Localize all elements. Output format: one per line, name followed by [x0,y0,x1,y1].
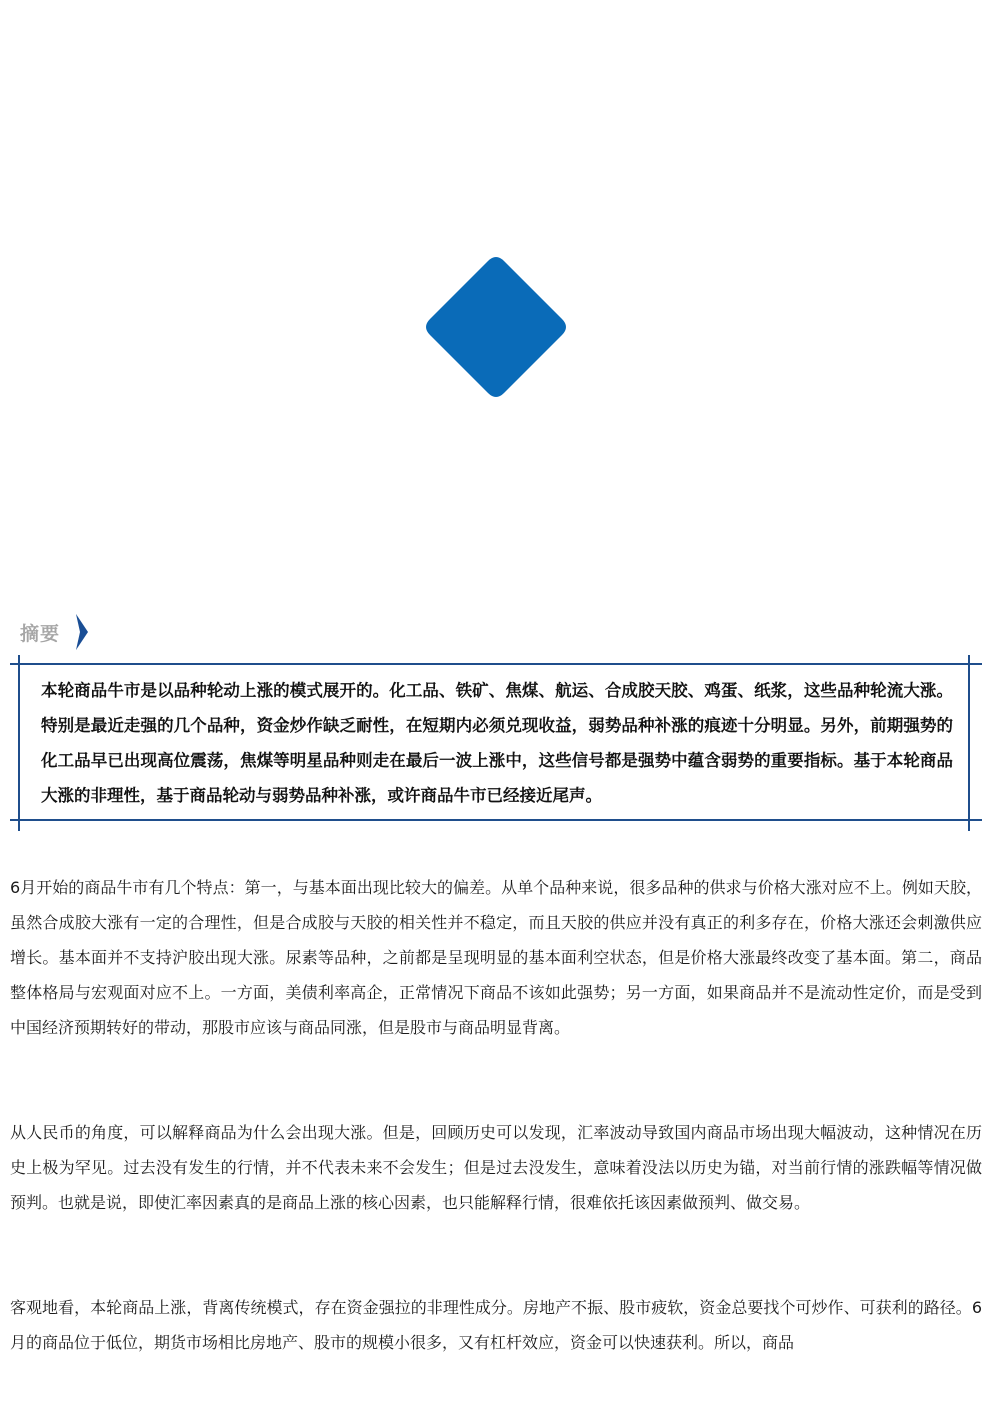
body-paragraph-1: 6月开始的商品牛市有几个特点：第一，与基本面出现比较大的偏差。从单个品种来说，很多品种的供求与价格大涨对应不上。例如天胶，虽然合成胶大涨有一定的合理性，但是合成胶与天胶的相关性并不稳定，而且天胶的供应并没有真正的利多存在，价格大涨还会刺激供应增长。基本面并不支持沪胶出现大涨。尿素等品种，之前都是呈现明显的基本面利空状态，但是价格大涨最终改变了基本面。第二，商品整体格局与宏观面对应不上。一方面，美债利率高企，正常情况下商品不该如此强势；另一方面，如果商品并不是流动性定价，而是受到中国经济预期转好的带动，那股市应该与商品同涨，但是股市与商品明显背离。 [10,878,982,1037]
summary-text: 本轮商品牛市是以品种轮动上涨的模式展开的。化工品、铁矿、焦煤、航运、合成胶天胶、鸡蛋、纸浆，这些品种轮流大涨。特别是最近走强的几个品种，资金炒作缺乏耐性，在短期内必须兑现收益，弱势品种补涨的痕迹十分明显。另外，前期强势的化工品早已出现高位震荡，焦煤等明星品种则走在最后一波上涨中，这些信号都是强势中蕴含弱势的重要指标。基于本轮商品大涨的非理性，基于商品轮动与弱势品种补涨，或许商品牛市已经接近尾声。 [41,681,953,805]
summary-title: 摘要 [20,622,61,645]
logo [424,255,568,399]
body-paragraph-3: 客观地看，本轮商品上涨，背离传统模式，存在资金强拉的非理性成分。房地产不振、股市疲软，资金总要找个可炒作、可获利的路径。6月的商品位于低位，期货市场相比房地产、股市的规模小很多，又有杠杆效应，资金可以快速获利。所以，商品 [10,1298,982,1352]
summary-header [20,612,88,652]
frame-top-line [10,663,982,665]
frame-left-line [18,655,20,831]
blue-diamond-logo-icon [424,255,568,399]
frame-bottom-line [10,819,982,821]
frame-right-line [968,655,970,831]
chevron-right-icon [76,614,88,650]
body-paragraph-2: 从人民币的角度，可以解释商品为什么会出现大涨。但是，回顾历史可以发现，汇率波动导致国内商品市场出现大幅波动，这种情况在历史上极为罕见。过去没有发生的行情，并不代表未来不会发生；但是过去没发生，意味着没法以历史为锚，对当前行情的涨跌幅等情况做预判。也就是说，即使汇率因素真的是商品上涨的核心因素，也只能解释行情，很难依托该因素做预判、做交易。 [10,1123,982,1212]
